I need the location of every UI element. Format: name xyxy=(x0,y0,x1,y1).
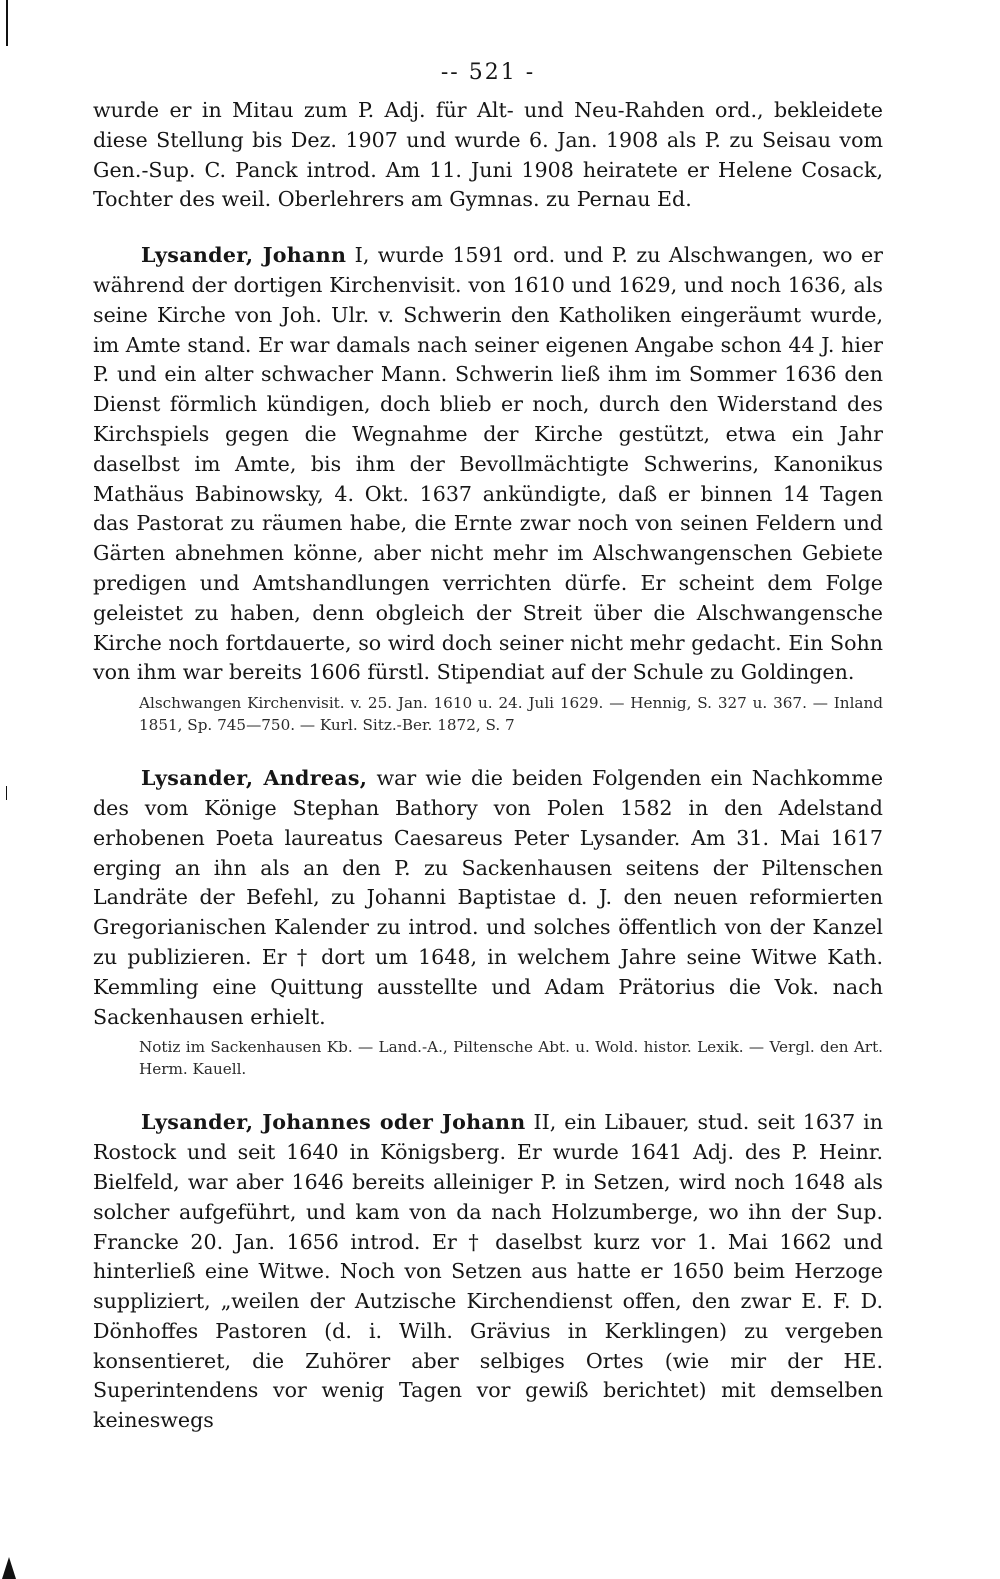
entry-heading: Lysander, Johann xyxy=(141,243,347,268)
entry-text: war wie die beiden Folgenden ein Nachkomme des vom Könige Stephan Bathory von Polen 1582 in den Adelstand erhobenen Poeta laureatus Caesareus Peter Lysander. Am 31. Mai 1617 erging an ihn als an den P. zu Sackenhausen seitens der Piltenschen Landräte der Befehl, zu Johanni Baptistae d. J. den neuen reformierten Gregorianischen Kalender zu introd. und solches öffentlich von der Kanzel zu publizieren. Er † dort um 1648, in welchem Jahre seine Witwe Kath. Kemmling eine Quittung ausstellte und Adam Prätorius die Vok. nach Sackenhausen erhielt. xyxy=(93,766,884,1029)
scan-edge-mark xyxy=(6,0,8,46)
entry-text: I, wurde 1591 ord. und P. zu Alschwangen, wo er während der dortigen Kirchenvisit. von 1610 und 1629, und noch 1636, als seine Kirche von Joh. Ulr. v. Schwerin den Katholiken eingeräumt wurde, im Amte stand. Er war damals nach seiner eigenen Angabe schon 44 J. hier P. und ein alter schwacher Mann. Schwerin ließ ihm im Sommer 1636 den Dienst förmlich kündigen, doch blieb er noch, durch den Widerstand des Kirchspiels gegen die Wegnahme der Kirche gestützt, etwa ein Jahr daselbst im Amte, bis ihm der Bevollmächtigte Schwerins, Kanonikus Mathäus Babinowsky, 4. Okt. 1637 ankündigte, daß er binnen 14 Tagen das Pastorat zu räumen habe, die Ernte zwar noch von seinen Feldern und Gärten abnehmen könne, aber nicht mehr im Alschwangenschen Gebiete predigen und Amtshandlungen verrichten dürfe. Er scheint dem Folge geleistet zu haben, denn obgleich der Streit über die Alschwangensche Kirche noch fortdauerte, so wird doch seiner nicht mehr gedacht. Ein Sohn von ihm war bereits 1606 fürstl. Stipendiat auf der Schule zu Goldingen. xyxy=(93,243,883,685)
continuation-entry xyxy=(93,96,883,215)
scan-corner-mark xyxy=(2,1557,16,1579)
page-number: -- 521 - xyxy=(440,60,536,85)
entry-source-note: Alschwangen Kirchenvisit. v. 25. Jan. 1610 u. 24. Juli 1629. — Hennig, S. 327 u. 367. — Inland 1851, Sp. 745—750. — Kurl. Sitz.-Ber. 1872, S. 7 xyxy=(139,694,883,735)
entry-paragraph xyxy=(93,764,883,1032)
book-page xyxy=(93,58,883,1464)
entry-paragraph xyxy=(93,241,883,688)
entry-heading: Lysander, Andreas, xyxy=(141,766,368,791)
entry-johannes-2 xyxy=(93,1108,883,1436)
entry-text: II, ein Libauer, stud. seit 1637 in Rostock und seit 1640 in Königsberg. Er wurde 1641 Adj. des P. Heinr. Bielfeld, war aber 1646 bereits alleiniger P. in Setzen, wird noch 1648 als solcher aufgeführt, und kam von da nach Holzumberge, wo ihn der Sup. Francke 20. Jan. 1656 introd. Er † daselbst kurz vor 1. Mai 1662 und hinterließ eine Witwe. Noch von Setzen aus hatte er 1650 beim Herzoge suppliziert, „weilen der Autzische Kirchendienst offen, den zwar E. F. D. Dönhoffes Pastoren (d. i. Wilh. Grävius in Kerklingen) zu vergeben konsentieret, die Zuhörer aber selbiges Ortes (wie mir der HE. Superintendens vor wenig Tagen vor gewiß berichtet) mit demselben keineswegs xyxy=(93,1110,883,1433)
entry-johann-1 xyxy=(93,241,883,736)
entry-source-note: Notiz im Sackenhausen Kb. — Land.-A., Piltensche Abt. u. Wold. histor. Lexik. — Vergl. den Art. Herm. Kauell. xyxy=(139,1038,883,1079)
entry-heading: Lysander, Johannes oder Johann xyxy=(141,1110,526,1135)
entry-paragraph xyxy=(93,1108,883,1436)
continuation-paragraph: wurde er in Mitau zum P. Adj. für Alt- und Neu-Rahden ord., bekleidete diese Stellung bis Dez. 1907 und wurde 6. Jan. 1908 als P. zu Seisau vom Gen.-Sup. C. Panck introd. Am 11. Juni 1908 heiratete er Helene Cosack, Tochter des weil. Oberlehrers am Gymnas. zu Pernau Ed. xyxy=(93,98,883,212)
entry-andreas xyxy=(93,764,883,1080)
scan-edge-mark xyxy=(6,786,7,800)
